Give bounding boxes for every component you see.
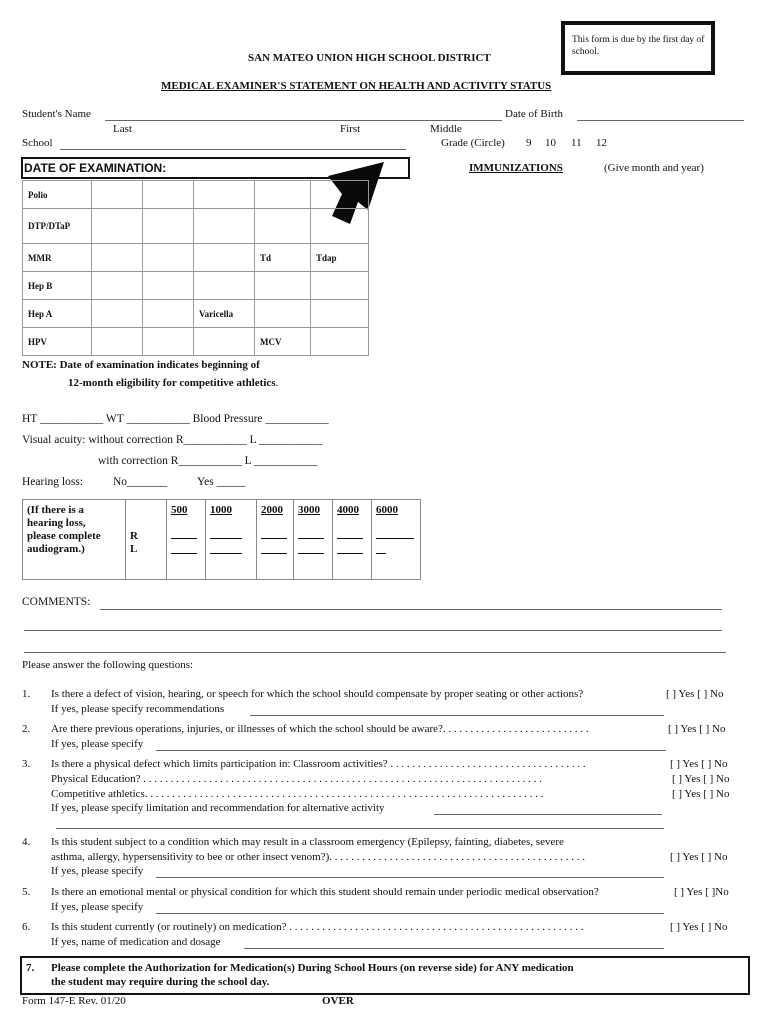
immunization-label: Hep B (23, 272, 92, 300)
immunizations-hint: (Give month and year) (604, 162, 704, 174)
school-label: School (22, 137, 53, 149)
over-label: OVER (322, 995, 354, 1007)
dob-field[interactable] (577, 120, 744, 121)
immunization-label: Hep A (23, 300, 92, 328)
comments-line-2[interactable] (24, 630, 722, 631)
q2-specify-field[interactable] (156, 750, 666, 751)
q3-pe-yes-no[interactable]: [ ] Yes [ ] No (672, 773, 730, 785)
immunization-row (23, 328, 369, 356)
q3-specify-field-2[interactable] (56, 828, 664, 829)
audiogram-ear-labels: R L (126, 500, 167, 580)
visual-acuity-with[interactable]: with correction R___________ L ___________ (98, 455, 318, 467)
freq-500[interactable]: 500 (167, 500, 206, 580)
q5-yes-no[interactable]: [ ] Yes [ ]No (674, 886, 729, 898)
immunization-date-cell[interactable] (92, 209, 143, 244)
freq-3000[interactable]: 3000 (294, 500, 333, 580)
q4-specify-field[interactable] (156, 877, 664, 878)
immunization-date-cell[interactable] (143, 272, 194, 300)
student-name-label: Student's Name (22, 108, 91, 120)
form-number: Form 147-E Rev. 01/20 (22, 995, 126, 1007)
immunization-date-cell[interactable] (143, 209, 194, 244)
district-title: SAN MATEO UNION HIGH SCHOOL DISTRICT (248, 52, 491, 64)
q4-yes-no[interactable]: [ ] Yes [ ] No (670, 851, 728, 863)
dob-label: Date of Birth (505, 108, 564, 120)
immunization-date-cell[interactable] (143, 181, 194, 209)
note-line2: 12-month eligibility for competitive athletics. (68, 377, 279, 389)
form-title: MEDICAL EXAMINER'S STATEMENT ON HEALTH AND ACTIVITY STATUS (161, 80, 552, 92)
q7-line1: Please complete the Authorization for Medication(s) During School Hours (on reverse side) for ANY medication (51, 962, 574, 974)
immunization-date-cell[interactable] (311, 209, 369, 244)
notice-text: This form is due by the first day of school. (572, 35, 705, 57)
immunization-date-cell[interactable] (194, 272, 255, 300)
immunization-date-cell[interactable] (92, 272, 143, 300)
grade-12[interactable]: 12 (596, 137, 607, 149)
immunization-date-cell[interactable] (311, 328, 369, 356)
immunization-date-cell[interactable] (255, 300, 311, 328)
immunization-date-cell[interactable] (311, 181, 369, 209)
immunization-row (23, 272, 369, 300)
immunizations-title: IMMUNIZATIONS (469, 162, 563, 174)
audiogram-table (22, 499, 421, 580)
q6-specify-field[interactable] (244, 948, 664, 949)
immunization-row (23, 244, 369, 272)
comments-line-3[interactable] (24, 652, 726, 653)
q3-classroom-yes-no[interactable]: [ ] Yes [ ] No (670, 758, 728, 770)
q7-num: 7. (26, 962, 35, 974)
immunization-row (23, 300, 369, 328)
immunization-date-cell[interactable] (92, 300, 143, 328)
freq-6000[interactable]: 6000 (372, 500, 421, 580)
immunization-date-cell[interactable] (194, 328, 255, 356)
q6-yes-no[interactable]: [ ] Yes [ ] No (670, 921, 728, 933)
vitals-line[interactable]: HT ___________ WT ___________ Blood Pressure ___________ (22, 413, 329, 425)
comments-label: COMMENTS: (22, 596, 91, 608)
immunization-date-cell[interactable] (143, 300, 194, 328)
immunization-date-cell[interactable] (92, 181, 143, 209)
exam-date-label: DATE OF EXAMINATION: (24, 161, 167, 175)
immunization-date-cell[interactable]: Tdap (311, 244, 369, 272)
immunization-date-cell[interactable]: Td (255, 244, 311, 272)
question-7-box (20, 956, 750, 995)
immunization-date-cell[interactable] (143, 244, 194, 272)
middle-label: Middle (430, 123, 462, 135)
q3-specify-field[interactable] (434, 814, 662, 815)
immunization-label: DTP/DTaP (23, 209, 92, 244)
hearing-yes[interactable]: Yes _____ (197, 476, 246, 488)
first-label: First (340, 123, 361, 135)
immunization-date-cell[interactable] (255, 272, 311, 300)
audiogram-note: (If there is a hearing loss, please complete audiogram.) (23, 500, 126, 580)
last-label: Last (113, 123, 132, 135)
q3-athletics-yes-no[interactable]: [ ] Yes [ ] No (672, 788, 730, 800)
grade-9[interactable]: 9 (526, 137, 532, 149)
student-name-field[interactable] (105, 120, 502, 121)
immunization-label: MMR (23, 244, 92, 272)
visual-acuity-without[interactable]: Visual acuity: without correction R___________ L ___________ (22, 434, 323, 446)
immunization-date-cell[interactable]: Varicella (194, 300, 255, 328)
immunization-label: Polio (23, 181, 92, 209)
grade-label: Grade (Circle) (441, 137, 505, 149)
grade-11[interactable]: 11 (571, 137, 582, 149)
q1-yes-no[interactable]: [ ] Yes [ ] No (666, 688, 724, 700)
immunization-date-cell[interactable] (311, 300, 369, 328)
q7-line2: the student may require during the school day. (51, 976, 270, 988)
immunization-date-cell[interactable] (92, 244, 143, 272)
q1-specify-field[interactable] (250, 715, 664, 716)
questions-intro: Please answer the following questions: (22, 659, 194, 671)
freq-1000[interactable]: 1000 (206, 500, 257, 580)
immunization-date-cell[interactable] (92, 328, 143, 356)
immunization-date-cell[interactable] (194, 209, 255, 244)
immunization-date-cell[interactable]: MCV (255, 328, 311, 356)
comments-line-1[interactable] (100, 609, 722, 610)
immunization-date-cell[interactable] (143, 328, 194, 356)
note-line1: NOTE: Date of examination indicates beginning of (22, 359, 260, 371)
hearing-no[interactable]: No_______ (113, 476, 168, 488)
immunization-table (22, 180, 369, 356)
grade-10[interactable]: 10 (545, 137, 556, 149)
notice-box (561, 21, 715, 75)
freq-2000[interactable]: 2000 (257, 500, 294, 580)
immunization-date-cell[interactable] (255, 181, 311, 209)
q2-yes-no[interactable]: [ ] Yes [ ] No (668, 723, 726, 735)
school-field[interactable] (60, 149, 406, 150)
immunization-row (23, 209, 369, 244)
immunization-label: HPV (23, 328, 92, 356)
q5-specify-field[interactable] (156, 913, 664, 914)
immunization-date-cell[interactable] (311, 272, 369, 300)
immunization-date-cell[interactable] (194, 181, 255, 209)
freq-4000[interactable]: 4000 (333, 500, 372, 580)
hearing-loss-label: Hearing loss: (22, 476, 84, 488)
immunization-date-cell[interactable] (255, 209, 311, 244)
immunization-date-cell[interactable] (194, 244, 255, 272)
immunization-row (23, 181, 369, 209)
